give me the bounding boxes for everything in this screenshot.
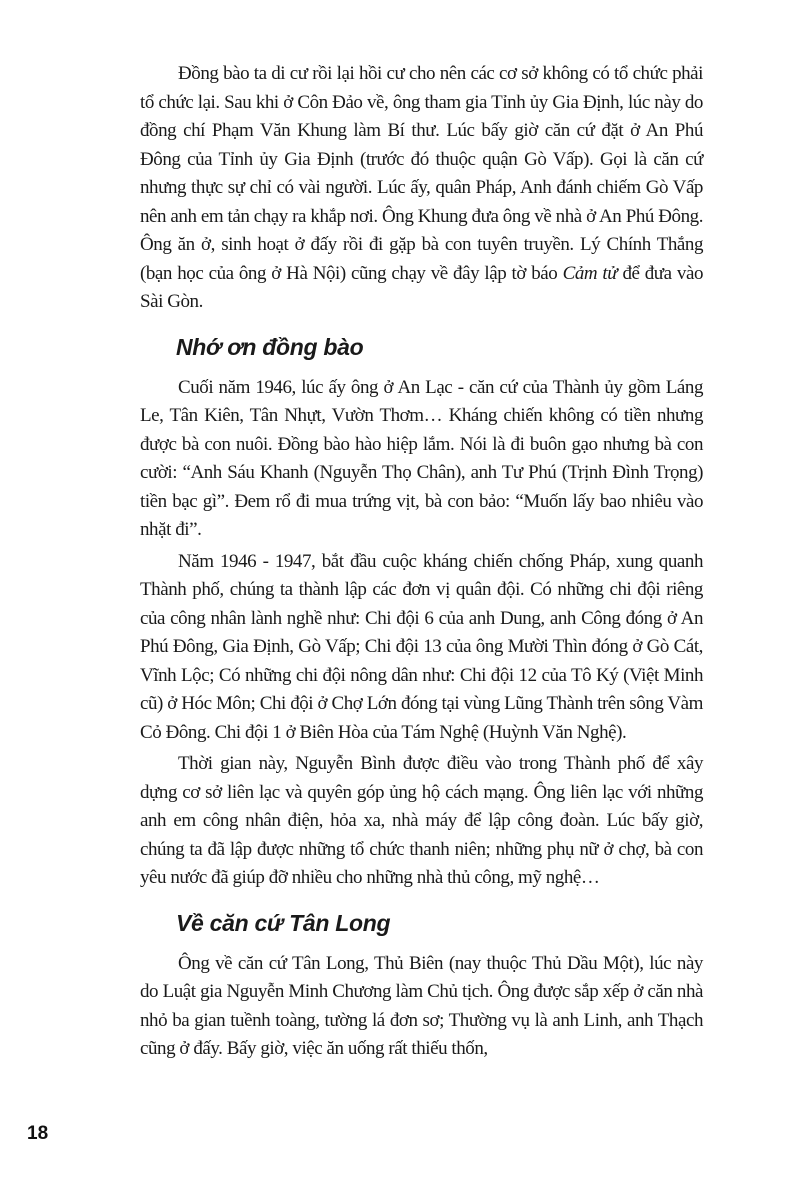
section-heading-1: Nhớ ơn đồng bào: [176, 333, 364, 360]
newspaper-name-italic: Cảm tử: [562, 262, 618, 284]
section-heading-2: Về căn cứ Tân Long: [176, 909, 391, 936]
paragraph-4: Thời gian này, Nguyễn Bình được điều vào trong Thành phố để xây dựng cơ sở liên lạc và quyên góp ủng hộ cách mạng. Ông liên lạc với những anh em công nhân điện, hỏa xa, nhà máy để lập công đoàn. Lúc bấy giờ, chúng ta đã lập được những tổ chức thanh niên; những phụ nữ ở chợ, bà con yêu nước đã giúp đỡ nhiều cho những nhà thủ công, mỹ nghệ…: [140, 753, 703, 888]
paragraph-5: Ông về căn cứ Tân Long, Thủ Biên (nay thuộc Thủ Dầu Một), lúc này do Luật gia Nguyễn Minh Chương làm Chủ tịch. Ông được sắp xếp ở căn nhà nhỏ ba gian tuềnh toàng, tường lá đơn sơ; Thường vụ là anh Linh, anh Thạch cũng ở đấy. Bấy giờ, việc ăn uống rất thiếu thốn,: [140, 952, 703, 1059]
paragraph-2: Cuối năm 1946, lúc ấy ông ở An Lạc - căn cứ của Thành ủy gồm Láng Le, Tân Kiên, Tân Nhựt, Vườn Thơm… Kháng chiến không có tiền nhưng được bà con nuôi. Đồng bào hào hiệp lắm. Nói là đi buôn gạo nhưng bà con cười: “Anh Sáu Khanh (Nguyễn Thọ Chân), anh Tư Phú (Trịnh Đình Trọng) tiền bạc gì”. Đem rổ đi mua trứng vịt, bà con bảo: “Muốn lấy bao nhiêu vào nhặt đi”.: [140, 376, 703, 540]
paragraph-1-text-end: để đưa vào Sài Gòn.: [140, 262, 703, 312]
text-column: [140, 60, 703, 1067]
page-number: 18: [27, 1123, 49, 1144]
paragraph-1-text: Đồng bào ta di cư rồi lại hồi cư cho nên các cơ sở không có tổ chức phải tổ chức lại. Sau khi ở Côn Đảo về, ông tham gia Tỉnh ủy Gia Định, lúc này do đồng chí Phạm Văn Khung làm Bí thư. Lúc bấy giờ căn cứ đặt ở An Phú Đông của Tỉnh ủy Gia Định (trước đó thuộc quận Gò Vấp). Gọi là căn cứ nhưng thực sự chỉ có vài người. Lúc ấy, quân Pháp, Anh đánh chiếm Gò Vấp nên anh em tản chạy ra khắp nơi. Ông Khung đưa ông về nhà ở An Phú Đông. Ông ăn ở, sinh hoạt ở đấy rồi đi gặp bà con tuyên truyền. Lý Chính Thắng (bạn học của ông ở Hà Nội) cũng chạy về đây lập tờ báo: [140, 63, 703, 284]
paragraph-3: Năm 1946 - 1947, bắt đầu cuộc kháng chiến chống Pháp, xung quanh Thành phố, chúng ta thành lập các đơn vị quân đội. Có những chi đội riêng của công nhân lành nghề như: Chi đội 6 của anh Dung, anh Công đóng ở An Phú Đông, Gia Định, Gò Vấp; Chi đội 13 của ông Mười Thìn đóng ở Gò Cát, Vĩnh Lộc; Có những chi đội nông dân như: Chi đội 12 của Tô Ký (Việt Minh cũ) ở Hóc Môn; Chi đội ở Chợ Lớn đóng tại vùng Lũng Thành trên sông Vàm Cỏ Đông. Chi đội 1 ở Biên Hòa của Tám Nghệ (Huỳnh Văn Nghệ).: [140, 550, 703, 743]
paragraph-1: [140, 60, 703, 317]
